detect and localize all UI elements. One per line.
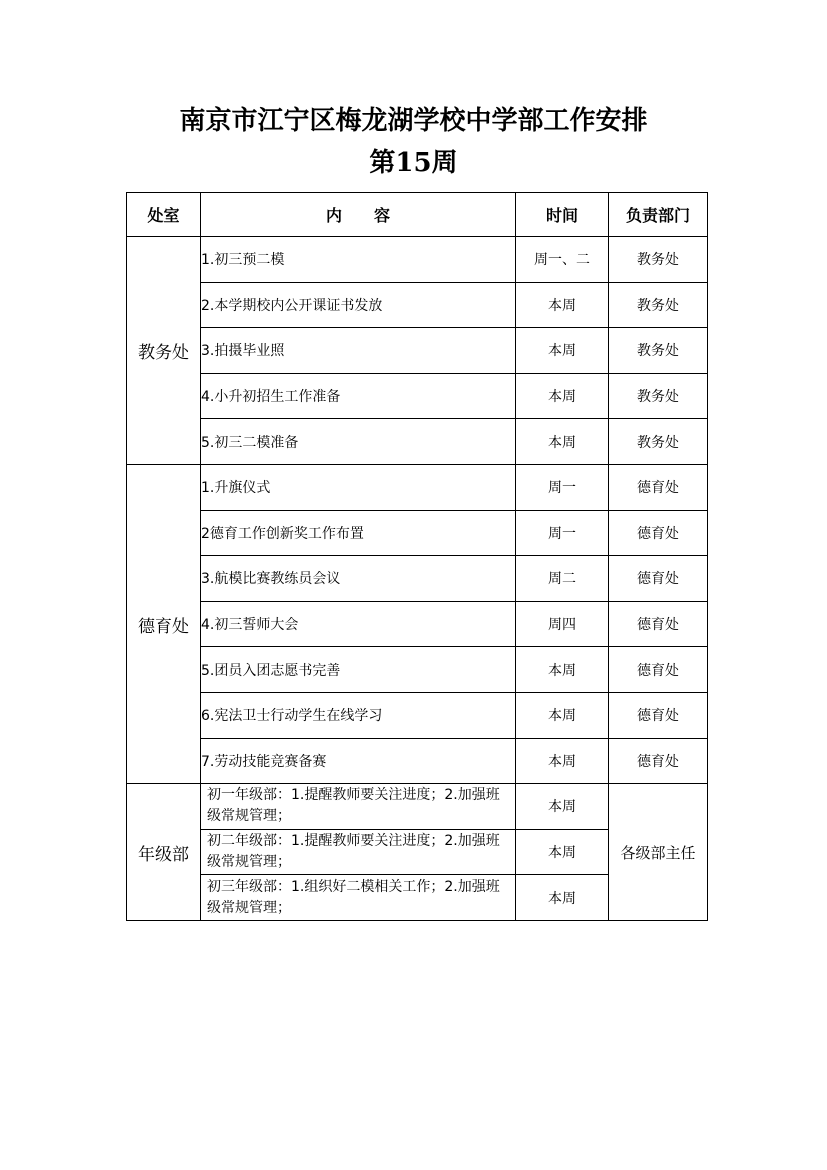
time-cell: 本周 <box>516 784 609 830</box>
time-cell: 本周 <box>516 373 609 419</box>
content-cell: 初一年级部：1.提醒教师要关注进度；2.加强班级常规管理； <box>201 784 516 830</box>
owner-cell: 德育处 <box>609 510 708 556</box>
header-time: 时间 <box>516 193 609 237</box>
table-row <box>127 647 708 693</box>
header-content: 内 容 <box>201 193 516 237</box>
table-row <box>127 601 708 647</box>
time-cell: 周一 <box>516 510 609 556</box>
content-cell: 7.劳动技能竞赛备赛 <box>201 738 516 784</box>
content-cell: 4.小升初招生工作准备 <box>201 373 516 419</box>
owner-cell: 教务处 <box>609 237 708 283</box>
table-header-row <box>127 193 708 237</box>
owner-cell: 教务处 <box>609 328 708 374</box>
owner-cell: 德育处 <box>609 464 708 510</box>
time-cell: 周二 <box>516 556 609 602</box>
table-row <box>127 692 708 738</box>
table-row <box>127 419 708 465</box>
content-cell: 4.初三誓师大会 <box>201 601 516 647</box>
table-row <box>127 464 708 510</box>
dept-cell-moral: 德育处 <box>127 464 201 783</box>
time-cell: 周四 <box>516 601 609 647</box>
time-cell: 本周 <box>516 328 609 374</box>
time-cell: 周一 <box>516 464 609 510</box>
header-owner: 负责部门 <box>609 193 708 237</box>
content-cell: 1.升旗仪式 <box>201 464 516 510</box>
page-title: 南京市江宁区梅龙湖学校中学部工作安排 <box>179 106 648 136</box>
time-cell: 本周 <box>516 692 609 738</box>
table-row <box>127 784 708 830</box>
content-cell: 初三年级部：1.组织好二模相关工作；2.加强班级常规管理； <box>201 875 516 921</box>
owner-cell: 德育处 <box>609 556 708 602</box>
content-cell: 3.航模比赛教练员会议 <box>201 556 516 602</box>
content-cell: 2德育工作创新奖工作布置 <box>201 510 516 556</box>
table-row <box>127 738 708 784</box>
time-cell: 本周 <box>516 738 609 784</box>
week-title: 第15周 <box>369 148 458 178</box>
time-cell: 本周 <box>516 282 609 328</box>
owner-cell: 德育处 <box>609 647 708 693</box>
table-row <box>127 282 708 328</box>
owner-cell: 德育处 <box>609 601 708 647</box>
time-cell: 本周 <box>516 829 609 875</box>
time-cell: 本周 <box>516 647 609 693</box>
owner-cell: 教务处 <box>609 373 708 419</box>
time-cell: 本周 <box>516 875 609 921</box>
owner-cell: 德育处 <box>609 738 708 784</box>
schedule-table <box>126 192 708 921</box>
owner-cell: 教务处 <box>609 282 708 328</box>
dept-cell-grade: 年级部 <box>127 784 201 921</box>
header-dept: 处室 <box>127 193 201 237</box>
content-cell: 5.团员入团志愿书完善 <box>201 647 516 693</box>
owner-cell: 德育处 <box>609 692 708 738</box>
table-row <box>127 510 708 556</box>
content-cell: 6.宪法卫士行动学生在线学习 <box>201 692 516 738</box>
table-row <box>127 237 708 283</box>
content-cell: 初二年级部：1.提醒教师要关注进度；2.加强班级常规管理； <box>201 829 516 875</box>
content-cell: 2.本学期校内公开课证书发放 <box>201 282 516 328</box>
table-row <box>127 556 708 602</box>
owner-cell-grade: 各级部主任 <box>609 784 708 921</box>
content-cell: 5.初三二模准备 <box>201 419 516 465</box>
table-row <box>127 328 708 374</box>
time-cell: 本周 <box>516 419 609 465</box>
owner-cell: 教务处 <box>609 419 708 465</box>
dept-cell-academic: 教务处 <box>127 237 201 465</box>
content-cell: 1.初三预二模 <box>201 237 516 283</box>
time-cell: 周一、二 <box>516 237 609 283</box>
table-row <box>127 373 708 419</box>
content-cell: 3.拍摄毕业照 <box>201 328 516 374</box>
